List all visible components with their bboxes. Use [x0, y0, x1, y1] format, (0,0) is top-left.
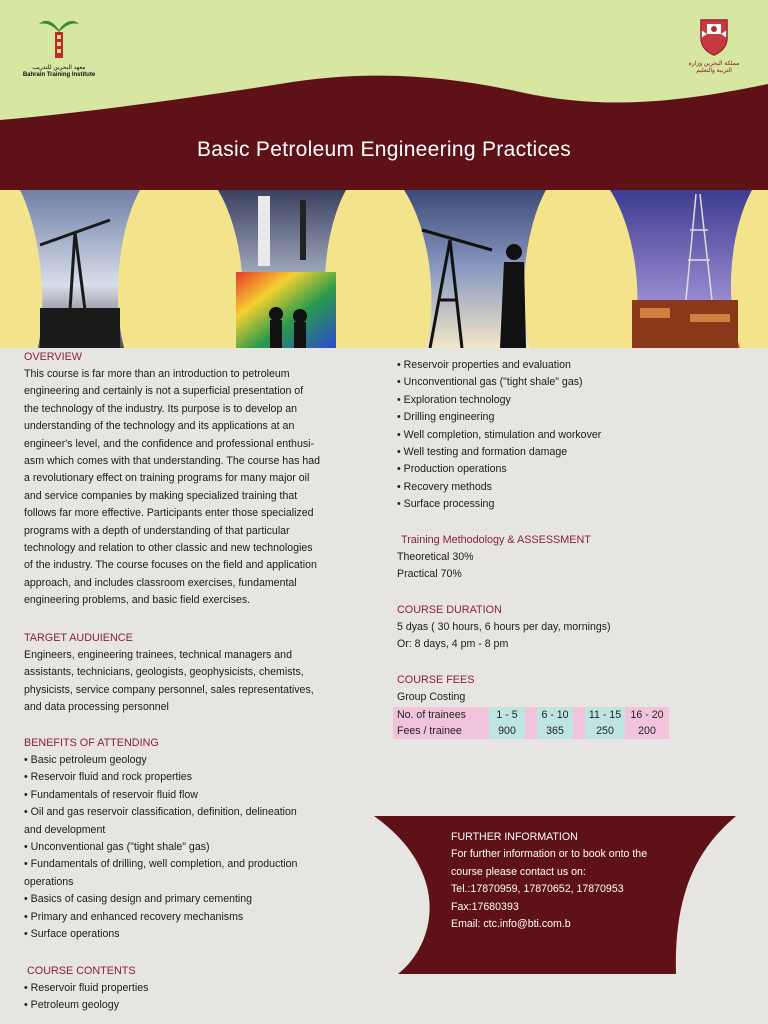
overview-line: engineering and certainly is not a superficial presentation of: [24, 385, 304, 398]
list-item: • Reservoir fluid properties: [24, 982, 149, 994]
methodology-line: Practical 70%: [397, 568, 462, 581]
overview-line: programs with a depth of understanding of that particular: [24, 524, 290, 537]
audience-section: [24, 630, 364, 717]
overview-text: [24, 366, 364, 610]
list-item: • Exploration technology: [397, 393, 511, 406]
table-cell: 250: [585, 723, 625, 739]
methodology-heading: Training Methodology & ASSESSMENT: [401, 534, 591, 546]
overview-line: understanding of the technology and its applications at an: [24, 420, 295, 433]
fees-section: [397, 672, 747, 706]
list-item: • Fundamentals of reservoir fluid flow: [24, 788, 198, 801]
email-address[interactable]: Email: ctc.info@bti.com.b: [451, 918, 571, 931]
audience-line: and data processing personnel: [24, 701, 169, 714]
ministry-emblem-icon: [697, 16, 731, 56]
overview-line: of the industry. The course focuses on the field and application: [24, 559, 317, 572]
duration-section: [397, 602, 747, 654]
contents-section: [24, 963, 364, 1015]
list-item: • Production operations: [397, 463, 507, 476]
table-cell: 200: [625, 723, 669, 739]
duration-line: 5 dyas ( 30 hours, 6 hours per day, mornings): [397, 621, 611, 633]
table-cell: 6 - 10: [537, 707, 573, 723]
duration-heading: COURSE DURATION: [397, 604, 502, 616]
table-cell: 1 - 5: [489, 707, 525, 723]
list-item: and development: [24, 823, 106, 836]
duration-line: Or: 8 days, 4 pm - 8 pm: [397, 638, 509, 651]
overview-line: follows far more effective. Participants enter those specialized: [24, 507, 314, 520]
contents-heading: COURSE CONTENTS: [27, 965, 136, 977]
table-cell: [525, 707, 537, 723]
overview-section: [24, 349, 364, 610]
benefits-heading: BENEFITS OF ATTENDING: [24, 737, 159, 749]
list-item: • Oil and gas reservoir classification, definition, delineation: [24, 806, 297, 819]
methodology-line: Theoretical 30%: [397, 551, 474, 563]
page-title: Basic Petroleum Engineering Practices: [196, 138, 572, 161]
list-item: • Unconventional gas ("tight shale" gas): [397, 376, 583, 389]
list-item: • Surface processing: [397, 498, 495, 511]
phone-numbers: Tel.:17870959, 17870652, 17870953: [451, 883, 624, 896]
overview-heading: OVERVIEW: [24, 351, 82, 363]
table-cell: [573, 707, 585, 723]
list-item: • Petroleum geology: [24, 999, 119, 1012]
list-item: • Reservoir fluid and rock properties: [24, 771, 192, 784]
table-cell: 900: [489, 723, 525, 739]
overview-line: the technology of the industry. Its purpose is to develop an: [24, 402, 298, 415]
further-info-heading: FURTHER INFORMATION: [451, 831, 578, 843]
ministry-logo-arabic: مملكة البحرين وزارة التربية والتعليم: [688, 61, 740, 74]
overview-line: approach, and includes classroom exercises, fundamental: [24, 576, 297, 589]
table-cell: [573, 723, 585, 739]
list-item: • Fundamentals of drilling, well completion, and production: [24, 858, 298, 871]
fees-table: [393, 707, 669, 739]
fax-number: Fax:17680393: [451, 900, 519, 913]
bti-logo-icon: [37, 14, 81, 60]
table-row: [393, 723, 669, 739]
benefits-section: [24, 735, 364, 943]
audience-line: physicists, service company personnel, sales representatives,: [24, 683, 314, 696]
photo-strip: [0, 190, 768, 348]
table-cell: No. of trainees: [393, 707, 489, 723]
overview-line: and service companies by making specialized training that: [24, 489, 298, 502]
fees-heading: COURSE FEES: [397, 674, 475, 686]
audience-line: Engineers, engineering trainees, technical managers and: [24, 649, 292, 661]
methodology-section: [397, 532, 747, 584]
table-row: [393, 707, 669, 723]
list-item: • Primary and enhanced recovery mechanisms: [24, 910, 244, 923]
list-item: • Drilling engineering: [397, 411, 495, 424]
further-info-section: [451, 829, 711, 933]
bti-logo: [14, 14, 104, 79]
contents-continued: [397, 357, 747, 514]
further-info-line: For further information or to book onto the: [451, 848, 648, 861]
ministry-logo: [682, 16, 746, 75]
overview-line: technology and relation to other classic and new technologies: [24, 542, 313, 555]
table-cell: 365: [537, 723, 573, 739]
table-cell: 11 - 15: [585, 707, 625, 723]
list-item: • Unconventional gas ("tight shale" gas): [24, 841, 210, 854]
bti-logo-arabic: معهد البحرين للتدريب: [32, 65, 86, 71]
further-info-line: course please contact us on:: [451, 865, 586, 878]
table-cell: Fees / trainee: [393, 723, 489, 739]
audience-line: assistants, technicians, geologists, geophysicists, chemists,: [24, 666, 304, 679]
overview-line: engineer's level, and the confidence and professional enthusi-: [24, 437, 315, 450]
list-item: • Well completion, stimulation and workover: [397, 428, 602, 441]
audience-heading: TARGET AUDUIENCE: [24, 632, 133, 644]
overview-line: a revolutionary effect on training programs for many major oil: [24, 472, 310, 485]
list-item: • Recovery methods: [397, 480, 492, 493]
table-cell: 16 - 20: [625, 707, 669, 723]
overview-line: asm which comes with that understanding. The course has had: [24, 455, 321, 468]
list-item: • Reservoir properties and evaluation: [397, 359, 571, 371]
list-item: • Basics of casing design and primary cementing: [24, 893, 253, 906]
table-cell: [525, 723, 537, 739]
bti-logo-english: Bahrain Training Institute: [22, 72, 96, 78]
list-item: • Basic petroleum geology: [24, 754, 147, 766]
list-item: • Surface operations: [24, 928, 120, 941]
overview-line: This course is far more than an introduction to petroleum: [24, 368, 290, 380]
list-item: operations: [24, 875, 74, 888]
list-item: • Well testing and formation damage: [397, 446, 568, 459]
overview-line: engineering problems, and basic field exercises.: [24, 594, 251, 607]
fees-subheading: Group Costing: [397, 691, 466, 703]
